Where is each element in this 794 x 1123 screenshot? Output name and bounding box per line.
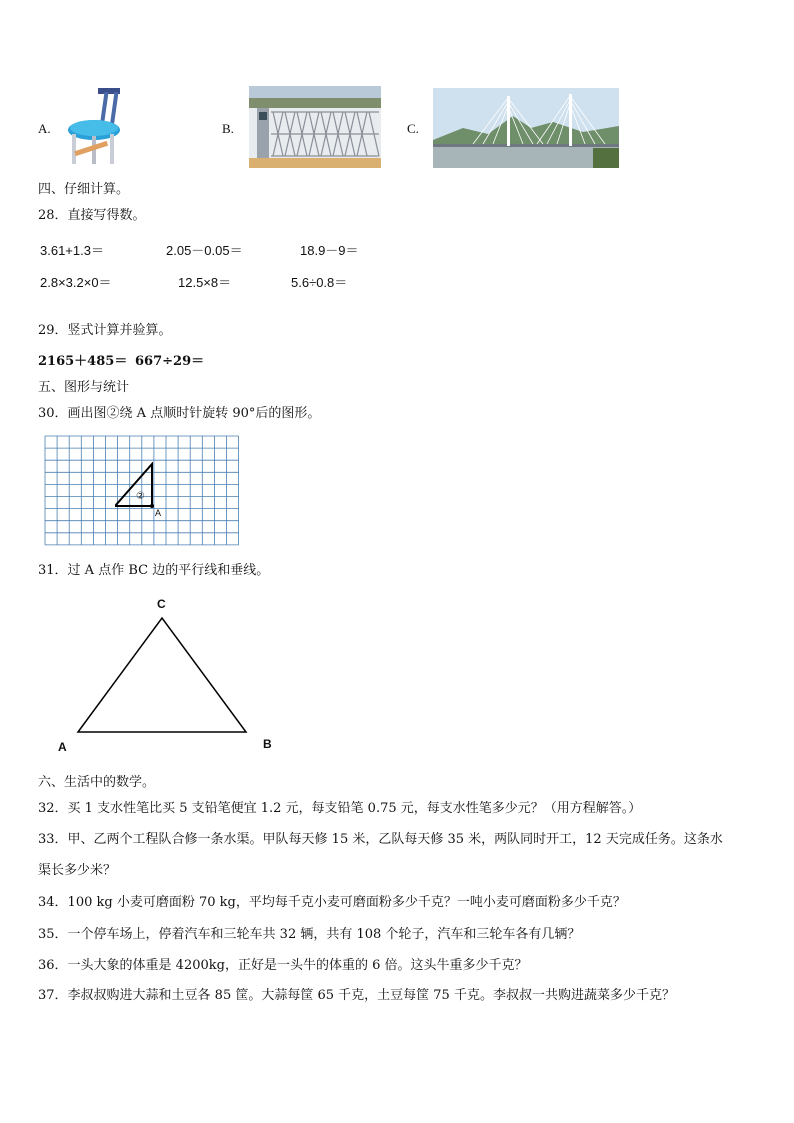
word-problem: 33．甲、乙两个工程队合修一条水渠。甲队每天修 15 米，乙队每天修 35 米，两队同时开工，12 天完成任务。这条水	[38, 832, 723, 847]
calc-item: 2.05－0.05＝	[166, 243, 243, 258]
calc-item: 18.9－9＝	[300, 243, 359, 258]
word-problem: 34．100 kg 小麦可磨面粉 70 kg，平均每千克小麦可磨面粉多少千克？一吨小麦可磨面粉多少千克？	[38, 895, 626, 910]
calc-item: 5.6÷0.8＝	[291, 275, 348, 290]
option-a-label: A.	[38, 121, 51, 136]
vertical-calc-item: 2165＋485＝	[38, 354, 128, 369]
word-problem: 35．一个停车场上，停着汽车和三轮车共 32 辆，共有 108 个轮子，汽车和三轮车各有几辆？	[38, 927, 581, 942]
calc-item: 12.5×8＝	[178, 275, 232, 290]
chair-picture	[64, 86, 128, 168]
section-heading-4: 四、仔细计算。	[38, 182, 130, 197]
vertex-b-label: B	[263, 737, 272, 751]
point-a-dot	[150, 504, 154, 508]
word-problem: 32．买 1 支水性笔比买 5 支铅笔便宜 1.2 元，每支铅笔 0.75 元，每支水性笔多少元？（用方程解答。）	[38, 801, 642, 816]
question-28-title: 28．直接写得数。	[38, 208, 146, 223]
question-29-title: 29．竖式计算并验算。	[38, 323, 172, 338]
vertical-calc-item: 667÷29＝	[135, 354, 205, 369]
section-heading-5: 五、图形与统计	[38, 380, 130, 395]
word-problem-continuation: 渠长多少米？	[38, 863, 117, 878]
option-c-label: C.	[407, 121, 419, 136]
vertex-a-label: A	[58, 740, 67, 754]
calc-item: 2.8×3.2×0＝	[40, 275, 112, 290]
gate-picture	[249, 86, 381, 168]
bridge-picture	[433, 88, 619, 168]
option-b-label: B.	[222, 121, 234, 136]
word-problem: 36．一头大象的体重是 4200kg，正好是一头牛的体重的 6 倍。这头牛重多少千克？	[38, 958, 528, 973]
vertex-c-label: C	[157, 597, 166, 611]
calc-item: 3.61+1.3＝	[40, 243, 104, 258]
word-problem: 37．李叔叔购进大蒜和土豆各 85 筐。大蒜每筐 65 千克，土豆每筐 75 千克。李叔叔一共购进蔬菜多少千克？	[38, 988, 675, 1003]
question-31-title: 31．过 A 点作 BC 边的平行线和垂线。	[38, 563, 270, 578]
shape-label: ②	[136, 491, 145, 502]
question-30-title: 30．画出图②绕 A 点顺时针旋转 90°后的图形。	[38, 406, 321, 421]
point-a-label: A	[155, 508, 162, 518]
section-heading-6: 六、生活中的数学。	[38, 775, 156, 790]
triangle-abc	[70, 612, 260, 738]
